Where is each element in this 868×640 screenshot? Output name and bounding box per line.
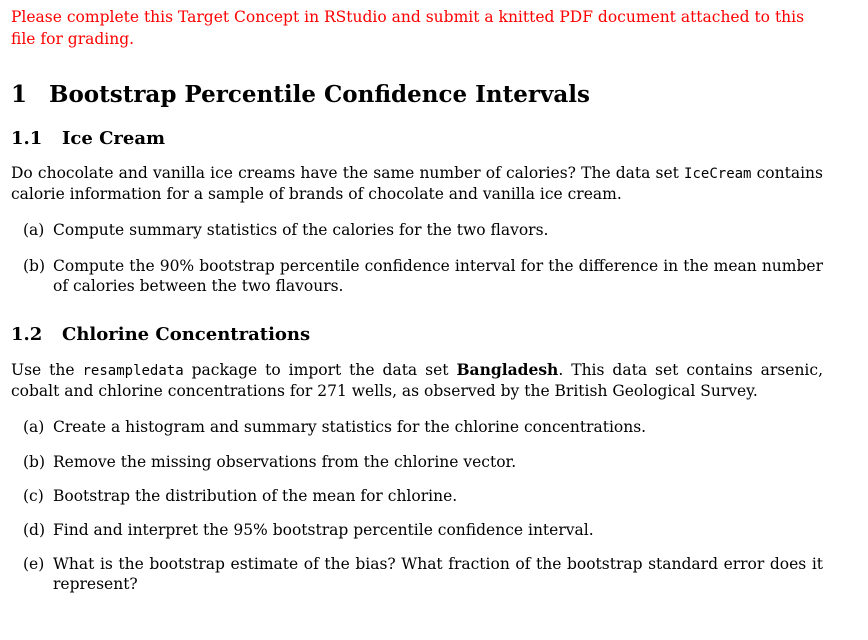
list-item [23,256,823,296]
list-item [23,520,823,540]
subsection-heading-chlorine [11,323,310,347]
section-heading [11,81,590,109]
subsection-title: Ice Cream [62,128,166,149]
item-label: (b) [23,257,46,275]
subsection-heading-ice-cream [11,127,165,151]
item-label: (a) [23,221,45,239]
dataset-name-code: IceCream [684,166,752,182]
submission-notice: Please complete this Target Concept in RStudio and submit a knitted PDF document attached to this file for grading. [11,8,805,48]
subsection-number: 1.2 [11,324,43,345]
item-text: Compute the 90% bootstrap percentile confidence interval for the difference in the mean number of calories between the two flavours. [53,257,823,295]
dataset-name-bold: Bangladesh [456,360,559,379]
list-item [23,452,823,472]
item-text: Remove the missing observations from the chlorine vector. [53,453,517,471]
section-number: 1 [11,81,28,108]
subsection-title: Chlorine Concentrations [62,324,311,345]
intro-text: contains calorie information for a sample of brands of chocolate and vanilla ice cream. [11,164,823,203]
item-label: (c) [23,487,44,505]
intro-text: . This data set contains arsenic, cobalt and chlorine concentrations for 271 wells, as observed by the British Geological Survey. [11,361,823,400]
subsection-number: 1.1 [11,128,43,149]
list-item [23,220,823,240]
document-page [11,6,823,593]
item-text: Compute summary statistics of the calories for the two flavors. [53,221,549,239]
intro-text: package to import the data set [183,361,457,379]
intro-text: Use the [11,361,83,379]
item-label: (a) [23,418,45,436]
item-text: Bootstrap the distribution of the mean for chlorine. [53,487,458,505]
item-label: (d) [23,521,46,539]
item-label: (e) [23,555,45,573]
chlorine-intro [11,360,823,401]
item-text: Find and interpret the 95% bootstrap percentile confidence interval. [53,521,594,539]
list-item [23,554,823,594]
package-name-code: resampledata [82,363,184,379]
list-item [23,417,823,437]
item-text: What is the bootstrap estimate of the bias? What fraction of the bootstrap standard error does it represent? [53,555,823,593]
section-title: Bootstrap Percentile Confidence Intervals [49,81,590,108]
intro-text: Do chocolate and vanilla ice creams have the same number of calories? The data set [11,164,685,182]
item-text: Create a histogram and summary statistics for the chlorine concentrations. [53,418,647,436]
item-label: (b) [23,453,46,471]
list-item [23,486,823,506]
ice-cream-intro [11,163,823,204]
